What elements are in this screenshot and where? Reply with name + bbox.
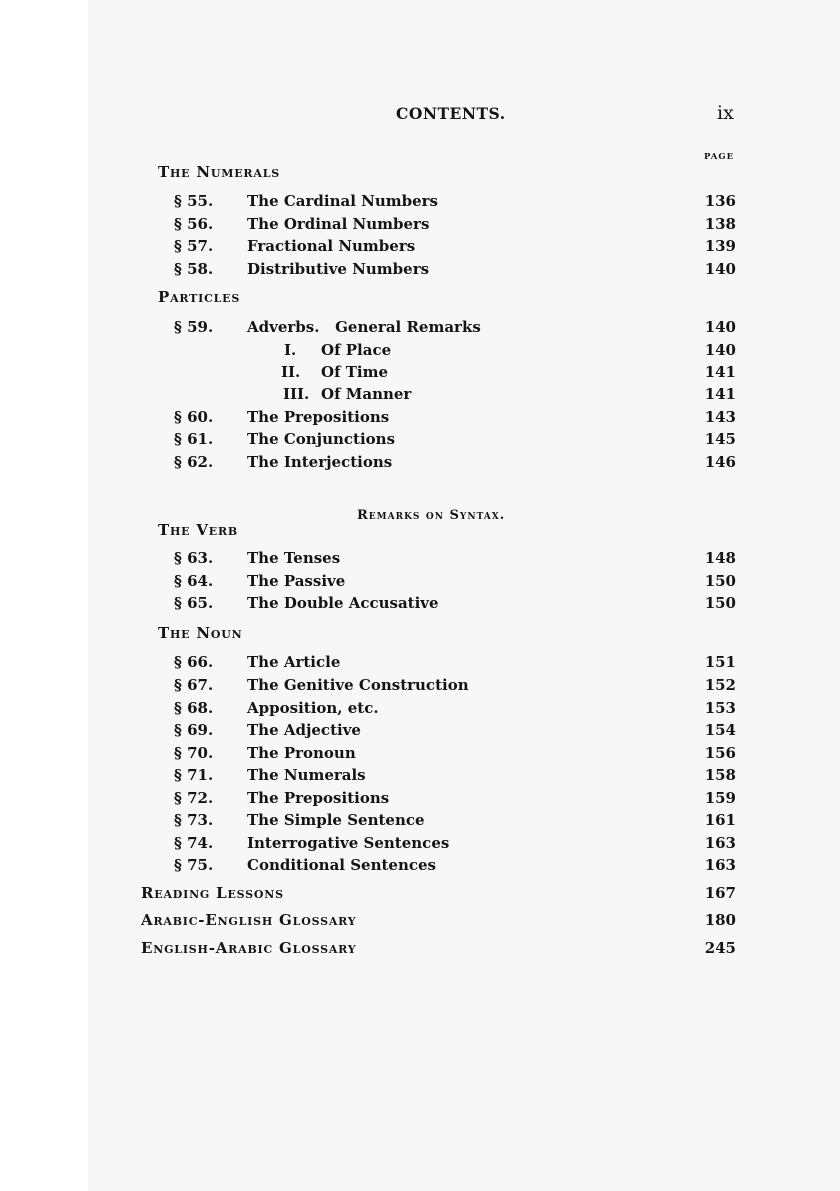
section-heading-noun: The Noun bbox=[158, 624, 243, 642]
section-heading-particles: Particles bbox=[158, 288, 241, 306]
toc-entry-section-number: § 75. bbox=[174, 856, 214, 874]
toc-entry-title: The Tenses bbox=[247, 549, 341, 567]
section-heading-numerals: The Numerals bbox=[158, 163, 280, 181]
toc-entry-title: Fractional Numbers bbox=[247, 237, 416, 255]
toc-entry-page: 145 bbox=[704, 430, 736, 448]
toc-entry-title: The Cardinal Numbers bbox=[247, 192, 438, 210]
toc-subentry-number: I. bbox=[284, 341, 297, 359]
toc-entry-section-number: § 68. bbox=[174, 699, 214, 717]
toc-entry-section-number: § 66. bbox=[174, 653, 214, 671]
toc-entry-section-number: § 62. bbox=[174, 453, 214, 471]
toc-subentry-number: III. bbox=[283, 385, 310, 403]
page-number: ix bbox=[717, 102, 734, 124]
toc-entry-section-number: § 55. bbox=[174, 192, 214, 210]
toc-entry-title: Conditional Sentences bbox=[247, 856, 436, 874]
toc-entry-title: Adverbs. General Remarks bbox=[247, 318, 481, 336]
section-heading-verb: The Verb bbox=[158, 521, 239, 539]
page-column-label: PAGE bbox=[704, 152, 735, 162]
toc-backmatter-page: 167 bbox=[704, 884, 736, 902]
toc-subentry-number: II. bbox=[281, 363, 301, 381]
toc-subentry-title: Of Time bbox=[321, 363, 389, 381]
toc-entry-page: 146 bbox=[704, 453, 736, 471]
toc-entry-title: The Prepositions bbox=[247, 789, 390, 807]
toc-entry-page: 158 bbox=[704, 766, 736, 784]
toc-entry-section-number: § 60. bbox=[174, 408, 214, 426]
toc-entry-page: 136 bbox=[704, 192, 736, 210]
toc-entry-page: 143 bbox=[704, 408, 736, 426]
toc-entry-title: The Article bbox=[247, 653, 341, 671]
toc-entry-title: The Simple Sentence bbox=[247, 811, 425, 829]
part-heading-syntax: Remarks on Syntax. bbox=[357, 508, 506, 523]
toc-entry-title: The Numerals bbox=[247, 766, 366, 784]
toc-entry-section-number: § 67. bbox=[174, 676, 214, 694]
toc-entry-title: The Adjective bbox=[247, 721, 361, 739]
toc-entry-section-number: § 56. bbox=[174, 215, 214, 233]
toc-entry-title: The Genitive Construction bbox=[247, 676, 469, 694]
toc-entry-page: 151 bbox=[704, 653, 736, 671]
toc-entry-section-number: § 73. bbox=[174, 811, 214, 829]
toc-entry-section-number: § 70. bbox=[174, 744, 214, 762]
toc-entry-section-number: § 72. bbox=[174, 789, 214, 807]
toc-entry-page: 140 bbox=[704, 260, 736, 278]
toc-entry-page: 163 bbox=[704, 856, 736, 874]
running-title: CONTENTS. bbox=[396, 104, 506, 123]
toc-entry-title: The Interjections bbox=[247, 453, 393, 471]
toc-entry-page: 139 bbox=[704, 237, 736, 255]
toc-entry-section-number: § 58. bbox=[174, 260, 214, 278]
toc-entry-page: 150 bbox=[704, 572, 736, 590]
toc-entry-page: 148 bbox=[704, 549, 736, 567]
toc-entry-section-number: § 71. bbox=[174, 766, 214, 784]
toc-entry-section-number: § 74. bbox=[174, 834, 214, 852]
toc-subentry-page: 141 bbox=[704, 363, 736, 381]
toc-entry-section-number: § 63. bbox=[174, 549, 214, 567]
toc-entry-title: Distributive Numbers bbox=[247, 260, 430, 278]
toc-entry-page: 140 bbox=[704, 318, 736, 336]
toc-entry-title: Apposition, etc. bbox=[247, 699, 379, 717]
toc-entry-section-number: § 59. bbox=[174, 318, 214, 336]
toc-entry-title: The Prepositions bbox=[247, 408, 390, 426]
toc-entry-section-number: § 61. bbox=[174, 430, 214, 448]
toc-entry-section-number: § 65. bbox=[174, 594, 214, 612]
toc-subentry-page: 140 bbox=[704, 341, 736, 359]
toc-backmatter-title: Arabic-English Glossary bbox=[141, 911, 357, 929]
toc-entry-page: 152 bbox=[704, 676, 736, 694]
toc-entry-page: 161 bbox=[704, 811, 736, 829]
toc-entry-page: 159 bbox=[704, 789, 736, 807]
toc-entry-title: The Ordinal Numbers bbox=[247, 215, 430, 233]
toc-entry-title: The Double Accusative bbox=[247, 594, 439, 612]
toc-entry-title: The Passive bbox=[247, 572, 346, 590]
toc-entry-page: 153 bbox=[704, 699, 736, 717]
toc-entry-title: The Pronoun bbox=[247, 744, 356, 762]
toc-entry-page: 150 bbox=[704, 594, 736, 612]
toc-subentry-title: Of Manner bbox=[321, 385, 412, 403]
toc-subentry-title: Of Place bbox=[321, 341, 392, 359]
toc-backmatter-title: English-Arabic Glossary bbox=[141, 939, 357, 957]
toc-backmatter-title: Reading Lessons bbox=[141, 884, 284, 902]
toc-entry-title: Interrogative Sentences bbox=[247, 834, 450, 852]
toc-entry-section-number: § 57. bbox=[174, 237, 214, 255]
toc-backmatter-page: 180 bbox=[704, 911, 736, 929]
toc-entry-page: 154 bbox=[704, 721, 736, 739]
toc-entry-page: 156 bbox=[704, 744, 736, 762]
toc-subentry-page: 141 bbox=[704, 385, 736, 403]
toc-entry-title: The Conjunctions bbox=[247, 430, 396, 448]
toc-entry-section-number: § 69. bbox=[174, 721, 214, 739]
toc-entry-page: 163 bbox=[704, 834, 736, 852]
toc-backmatter-page: 245 bbox=[704, 939, 736, 957]
toc-entry-page: 138 bbox=[704, 215, 736, 233]
toc-entry-section-number: § 64. bbox=[174, 572, 214, 590]
